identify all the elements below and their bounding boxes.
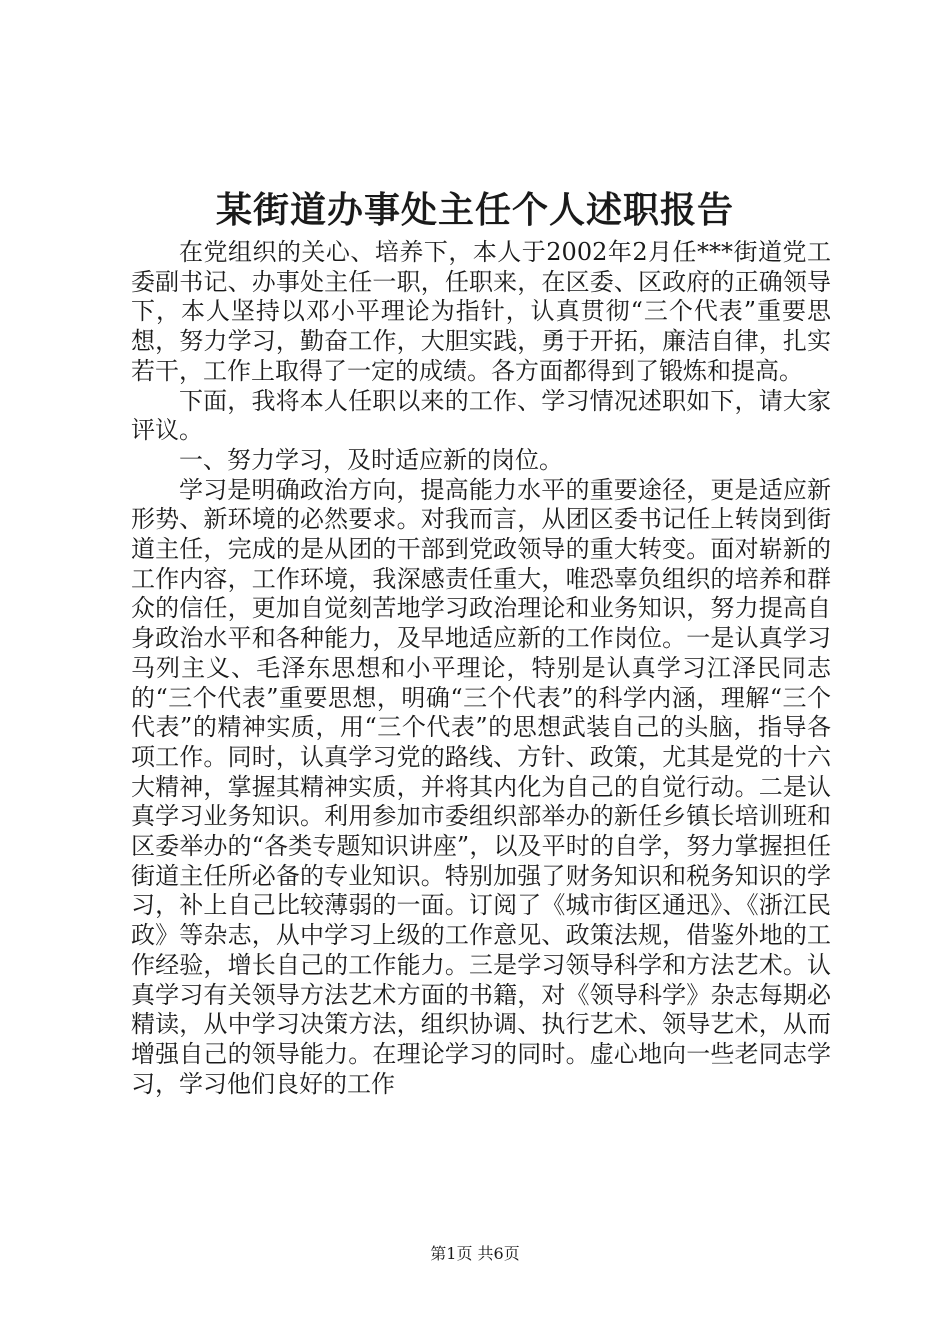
section-heading-1: 一、努力学习，及时适应新的岗位。 <box>179 445 563 474</box>
page-number: 第1页 共6页 <box>430 1244 520 1263</box>
document-title: 某街道办事处主任个人述职报告 <box>215 189 734 231</box>
document-body <box>131 238 831 1099</box>
paragraph-transition: 下面，我将本人任职以来的工作、学习情况述职如下，请大家评议。 <box>131 386 831 445</box>
paragraph-study: 学习是明确政治方向，提高能力水平的重要途径，更是适应新形势、新环境的必然要求。对我而言，从团区委书记任上转岗到街道主任，完成的是从团的干部到党政领导的重大转变。面对崭新的工作内容，工作环境，我深感责任重大，唯恐辜负组织的培养和群众的信任，更加自觉刻苦地学习政治理论和业务知识，努力提高自身政治水平和各种能力，及早地适应新的工作岗位。一是认真学习马列主义、毛泽东思想和小平理论，特别是认真学习江泽民同志的“三个代表”重要思想，明确“三个代表”的科学内涵，理解“三个代表”的精神实质，用“三个代表”的思想武装自己的头脑，指导各项工作。同时，认真学习党的路线、方针、政策，尤其是党的十六大精神，掌握其精神实质，并将其内化为自己的自觉行动。二是认真学习业务知识。利用参加市委组织部举办的新任乡镇长培训班和区委举办的“各类专题知识讲座”，以及平时的自学，努力掌握担任街道主任所必备的专业知识。特别加强了财务知识和税务知识的学习，补上自己比较薄弱的一面。订阅了《城市街区通迅》、《浙江民政》等杂志，从中学习上级的工作意见、政策法规，借鉴外地的工作经验，增长自己的工作能力。三是学习领导科学和方法艺术。认真学习有关领导方法艺术方面的书籍，对《领导科学》杂志每期必精读，从中学习决策方法，组织协调、执行艺术、领导艺术，从而增强自己的领导能力。在理论学习的同时。虚心地向一些老同志学习，学习他们良好的工作 <box>131 475 831 1098</box>
paragraph-intro: 在党组织的关心、培养下，本人于2002年2月任***街道党工委副书记、办事处主任一职，任职来，在区委、区政府的正确领导下，本人坚持以邓小平理论为指针，认真贯彻“三个代表”重要思想，努力学习，勤奋工作，大胆实践，勇于开拓，廉洁自律，扎实若干，工作上取得了一定的成绩。各方面都得到了锻炼和提高。 <box>131 238 831 385</box>
